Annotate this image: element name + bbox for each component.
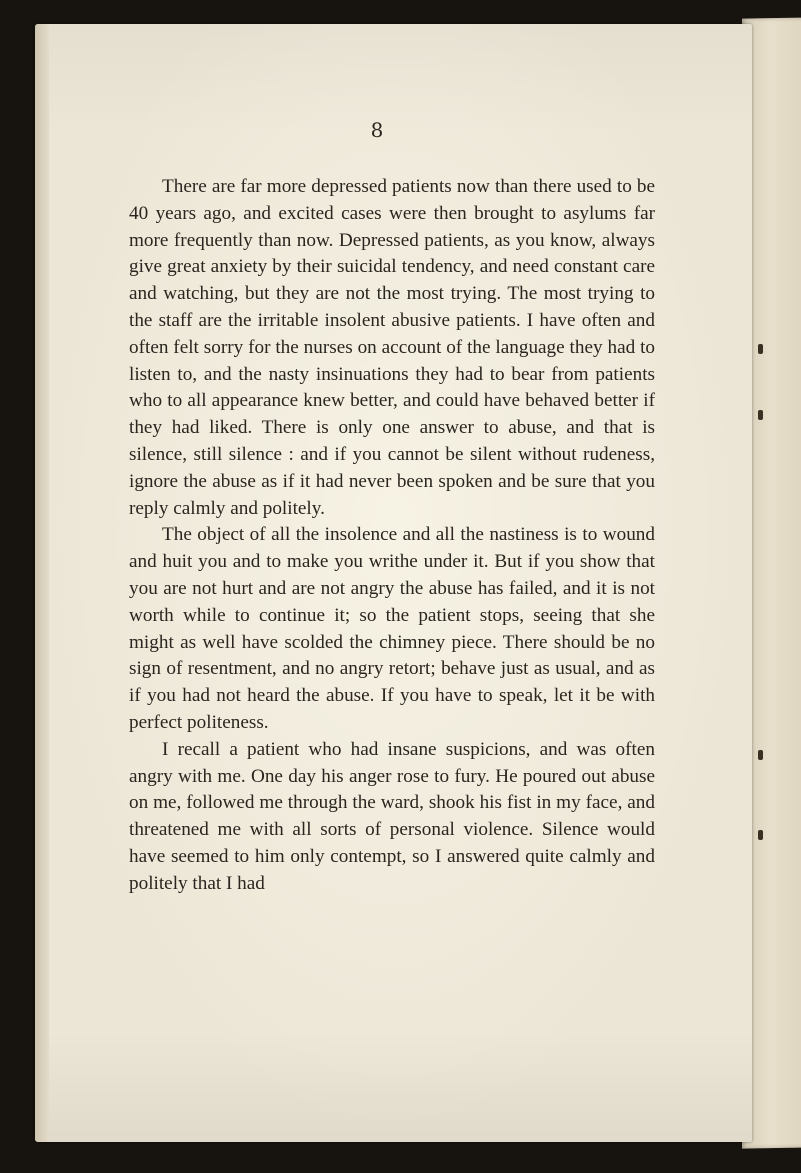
page-gutter: [35, 24, 49, 1142]
paragraph: I recall a patient who had insane suspicions, and was often angry with me. One day his anger rose to fury. He poured out abuse on me, followed me through the ward, shook his fist in my face, and threatened me with all sorts of personal violence. Silence would have seemed to him only contempt, so I answered quite calmly and politely that I had: [129, 738, 655, 894]
page-edge-mark: [758, 830, 763, 840]
page-edge-marks: [758, 330, 778, 850]
paragraph: There are far more depressed patients now than there used to be 40 years ago, and excited cases were then brought to asylums far more frequently than now. Depressed patients, as you know, always give great anxiety by their suicidal tendency, and need constant care and watching, but they are not the most trying. The most trying to the staff are the irritable insolent abusive patients. I have often and often felt sorry for the nurses on account of the language they had to listen to, and the nasty insinuations they had to bear from patients who to all appearance knew better, and could have behaved better if they had liked. There is only one answer to abuse, and that is silence, still silence : and if you cannot be silent without rudeness, ignore the abuse as if it had never been spoken and be sure that you reply calmly and politely.: [129, 176, 655, 519]
page-body-text: [129, 174, 655, 898]
page-number: 8: [370, 118, 384, 142]
paragraph: The object of all the insolence and all the nastiness is to wound and huit you and to make you writhe under it. But if you show that you are not hurt and are not angry the abuse has failed, and it is not worth while to continue it; so the patient stops, seeing that she might as well have scolded the chimney piece. There should be no sign of resentment, and no angry retort; behave just as usual, and as if you had not heard the abuse. If you have to speak, let it be with perfect politeness.: [129, 524, 655, 733]
page-edge-mark: [758, 750, 763, 760]
page-edge-mark: [758, 344, 763, 354]
page-edge-mark: [758, 410, 763, 420]
